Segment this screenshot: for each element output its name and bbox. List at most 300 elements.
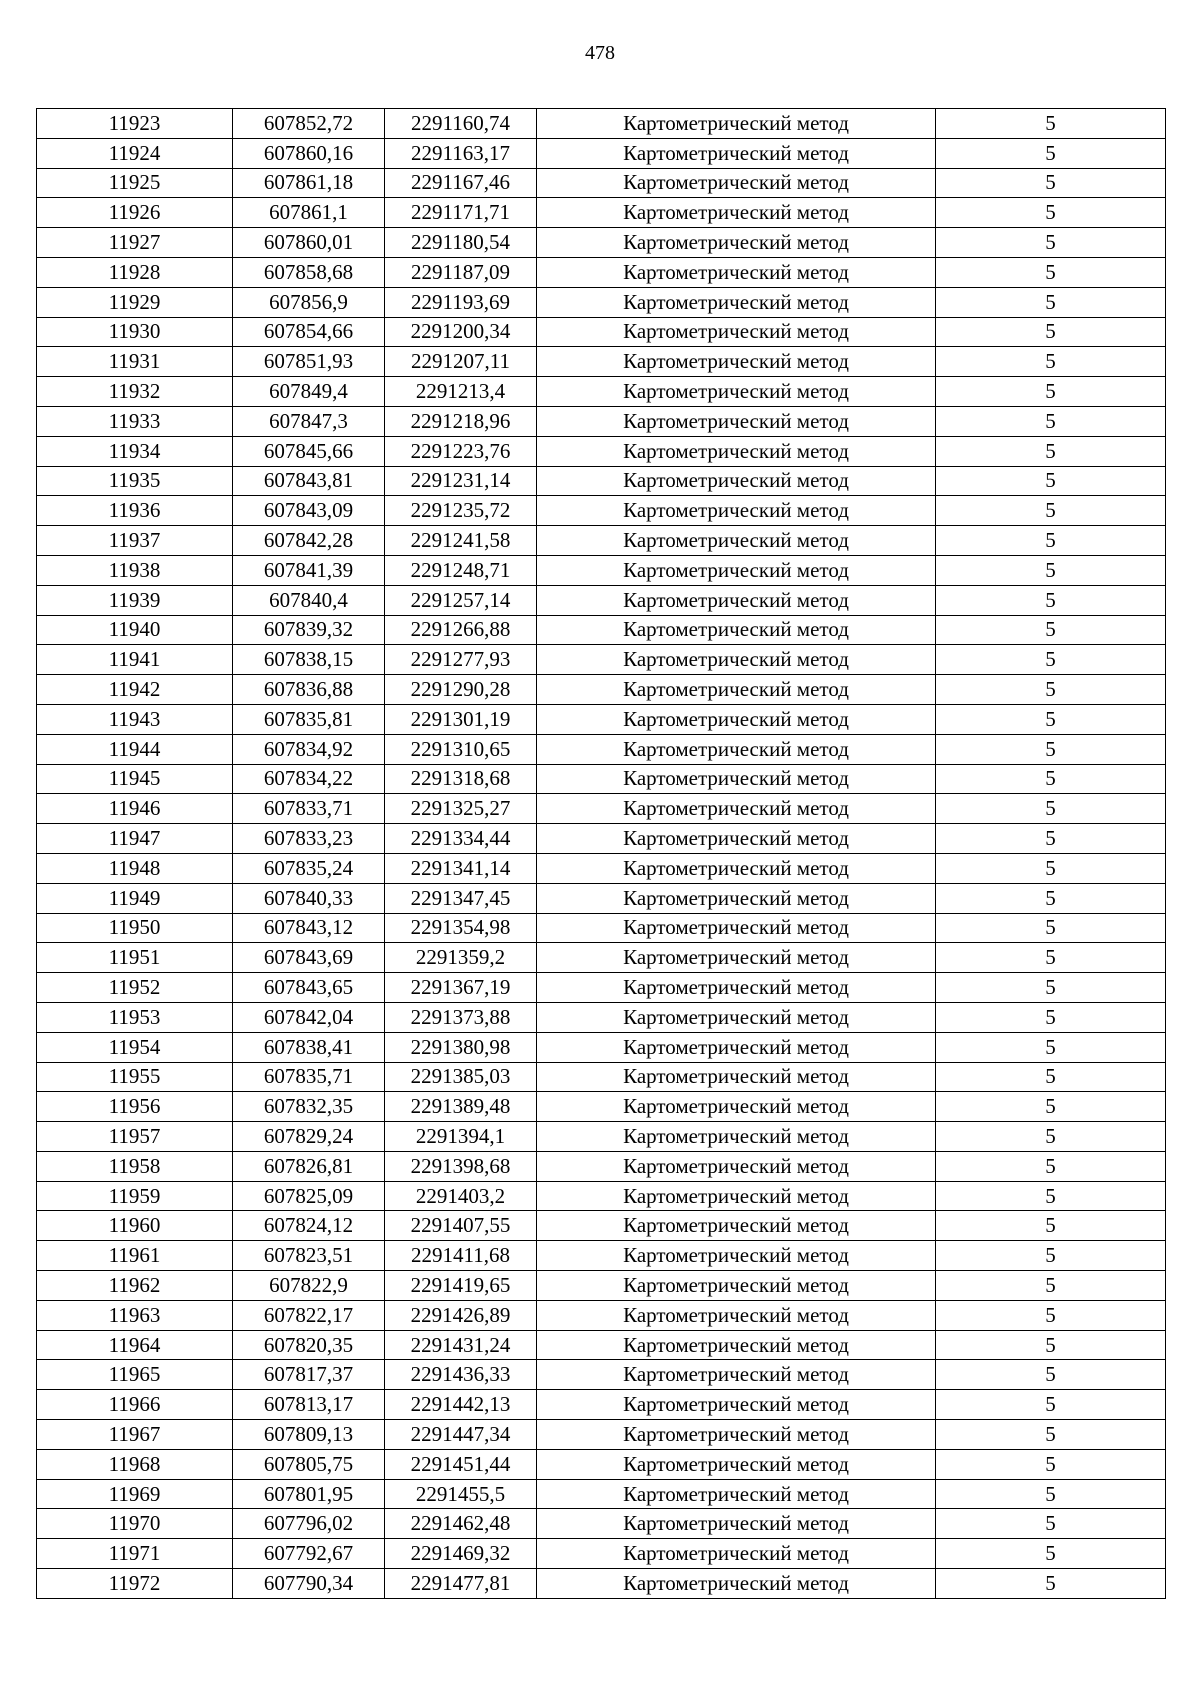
point-number-cell: 11935 <box>37 466 233 496</box>
table-row <box>37 1479 1166 1509</box>
x-coordinate-cell: 607834,92 <box>233 734 385 764</box>
y-coordinate-cell: 2291163,17 <box>385 138 537 168</box>
x-coordinate-cell: 607842,28 <box>233 526 385 556</box>
table-row <box>37 1032 1166 1062</box>
accuracy-cell: 5 <box>936 973 1166 1003</box>
y-coordinate-cell: 2291167,46 <box>385 168 537 198</box>
table-row <box>37 943 1166 973</box>
table-row <box>37 1181 1166 1211</box>
point-number-cell: 11965 <box>37 1360 233 1390</box>
method-cell: Картометрический метод <box>537 1300 936 1330</box>
point-number-cell: 11962 <box>37 1271 233 1301</box>
coordinates-table-body <box>37 109 1166 1599</box>
x-coordinate-cell: 607805,75 <box>233 1449 385 1479</box>
accuracy-cell: 5 <box>936 198 1166 228</box>
table-row <box>37 1420 1166 1450</box>
y-coordinate-cell: 2291266,88 <box>385 615 537 645</box>
x-coordinate-cell: 607801,95 <box>233 1479 385 1509</box>
accuracy-cell: 5 <box>936 1092 1166 1122</box>
table-row <box>37 436 1166 466</box>
method-cell: Картометрический метод <box>537 347 936 377</box>
point-number-cell: 11944 <box>37 734 233 764</box>
x-coordinate-cell: 607822,17 <box>233 1300 385 1330</box>
table-row <box>37 287 1166 317</box>
point-number-cell: 11972 <box>37 1569 233 1599</box>
x-coordinate-cell: 607845,66 <box>233 436 385 466</box>
accuracy-cell: 5 <box>936 109 1166 139</box>
accuracy-cell: 5 <box>936 317 1166 347</box>
point-number-cell: 11925 <box>37 168 233 198</box>
method-cell: Картометрический метод <box>537 615 936 645</box>
method-cell: Картометрический метод <box>537 228 936 258</box>
point-number-cell: 11970 <box>37 1509 233 1539</box>
table-row <box>37 1509 1166 1539</box>
method-cell: Картометрический метод <box>537 109 936 139</box>
method-cell: Картометрический метод <box>537 466 936 496</box>
x-coordinate-cell: 607847,3 <box>233 406 385 436</box>
y-coordinate-cell: 2291218,96 <box>385 406 537 436</box>
accuracy-cell: 5 <box>936 1420 1166 1450</box>
table-row <box>37 228 1166 258</box>
method-cell: Картометрический метод <box>537 824 936 854</box>
table-row <box>37 1122 1166 1152</box>
method-cell: Картометрический метод <box>537 1330 936 1360</box>
accuracy-cell: 5 <box>936 1390 1166 1420</box>
method-cell: Картометрический метод <box>537 794 936 824</box>
method-cell: Картометрический метод <box>537 1569 936 1599</box>
point-number-cell: 11930 <box>37 317 233 347</box>
method-cell: Картометрический метод <box>537 645 936 675</box>
y-coordinate-cell: 2291257,14 <box>385 585 537 615</box>
x-coordinate-cell: 607835,24 <box>233 853 385 883</box>
table-row <box>37 347 1166 377</box>
x-coordinate-cell: 607849,4 <box>233 377 385 407</box>
accuracy-cell: 5 <box>936 526 1166 556</box>
point-number-cell: 11926 <box>37 198 233 228</box>
method-cell: Картометрический метод <box>537 913 936 943</box>
table-row <box>37 1211 1166 1241</box>
method-cell: Картометрический метод <box>537 734 936 764</box>
point-number-cell: 11959 <box>37 1181 233 1211</box>
x-coordinate-cell: 607840,4 <box>233 585 385 615</box>
point-number-cell: 11949 <box>37 883 233 913</box>
point-number-cell: 11928 <box>37 257 233 287</box>
y-coordinate-cell: 2291451,44 <box>385 1449 537 1479</box>
y-coordinate-cell: 2291160,74 <box>385 109 537 139</box>
accuracy-cell: 5 <box>936 1330 1166 1360</box>
x-coordinate-cell: 607824,12 <box>233 1211 385 1241</box>
accuracy-cell: 5 <box>936 1002 1166 1032</box>
y-coordinate-cell: 2291431,24 <box>385 1330 537 1360</box>
point-number-cell: 11964 <box>37 1330 233 1360</box>
y-coordinate-cell: 2291193,69 <box>385 287 537 317</box>
accuracy-cell: 5 <box>936 1449 1166 1479</box>
point-number-cell: 11961 <box>37 1241 233 1271</box>
method-cell: Картометрический метод <box>537 287 936 317</box>
table-row <box>37 1449 1166 1479</box>
point-number-cell: 11955 <box>37 1062 233 1092</box>
y-coordinate-cell: 2291411,68 <box>385 1241 537 1271</box>
table-row <box>37 1151 1166 1181</box>
method-cell: Картометрический метод <box>537 1271 936 1301</box>
x-coordinate-cell: 607838,15 <box>233 645 385 675</box>
y-coordinate-cell: 2291447,34 <box>385 1420 537 1450</box>
table-row <box>37 973 1166 1003</box>
y-coordinate-cell: 2291407,55 <box>385 1211 537 1241</box>
accuracy-cell: 5 <box>936 585 1166 615</box>
table-row <box>37 645 1166 675</box>
table-row <box>37 1092 1166 1122</box>
accuracy-cell: 5 <box>936 496 1166 526</box>
table-row <box>37 198 1166 228</box>
x-coordinate-cell: 607860,16 <box>233 138 385 168</box>
y-coordinate-cell: 2291310,65 <box>385 734 537 764</box>
x-coordinate-cell: 607838,41 <box>233 1032 385 1062</box>
method-cell: Картометрический метод <box>537 1092 936 1122</box>
method-cell: Картометрический метод <box>537 853 936 883</box>
table-row <box>37 764 1166 794</box>
table-row <box>37 466 1166 496</box>
accuracy-cell: 5 <box>936 377 1166 407</box>
accuracy-cell: 5 <box>936 1151 1166 1181</box>
y-coordinate-cell: 2291341,14 <box>385 853 537 883</box>
x-coordinate-cell: 607820,35 <box>233 1330 385 1360</box>
accuracy-cell: 5 <box>936 1300 1166 1330</box>
x-coordinate-cell: 607843,69 <box>233 943 385 973</box>
table-row <box>37 168 1166 198</box>
method-cell: Картометрический метод <box>537 377 936 407</box>
method-cell: Картометрический метод <box>537 883 936 913</box>
point-number-cell: 11942 <box>37 675 233 705</box>
accuracy-cell: 5 <box>936 1122 1166 1152</box>
y-coordinate-cell: 2291354,98 <box>385 913 537 943</box>
x-coordinate-cell: 607843,12 <box>233 913 385 943</box>
point-number-cell: 11954 <box>37 1032 233 1062</box>
accuracy-cell: 5 <box>936 1479 1166 1509</box>
table-row <box>37 585 1166 615</box>
method-cell: Картометрический метод <box>537 406 936 436</box>
table-row <box>37 138 1166 168</box>
x-coordinate-cell: 607796,02 <box>233 1509 385 1539</box>
y-coordinate-cell: 2291171,71 <box>385 198 537 228</box>
y-coordinate-cell: 2291373,88 <box>385 1002 537 1032</box>
accuracy-cell: 5 <box>936 764 1166 794</box>
y-coordinate-cell: 2291277,93 <box>385 645 537 675</box>
y-coordinate-cell: 2291180,54 <box>385 228 537 258</box>
table-row <box>37 853 1166 883</box>
method-cell: Картометрический метод <box>537 1062 936 1092</box>
method-cell: Картометрический метод <box>537 138 936 168</box>
table-row <box>37 675 1166 705</box>
point-number-cell: 11957 <box>37 1122 233 1152</box>
point-number-cell: 11943 <box>37 704 233 734</box>
point-number-cell: 11931 <box>37 347 233 377</box>
y-coordinate-cell: 2291235,72 <box>385 496 537 526</box>
accuracy-cell: 5 <box>936 734 1166 764</box>
y-coordinate-cell: 2291394,1 <box>385 1122 537 1152</box>
point-number-cell: 11940 <box>37 615 233 645</box>
x-coordinate-cell: 607843,09 <box>233 496 385 526</box>
x-coordinate-cell: 607822,9 <box>233 1271 385 1301</box>
point-number-cell: 11950 <box>37 913 233 943</box>
method-cell: Картометрический метод <box>537 764 936 794</box>
table-row <box>37 704 1166 734</box>
table-row <box>37 913 1166 943</box>
table-row <box>37 257 1166 287</box>
x-coordinate-cell: 607854,66 <box>233 317 385 347</box>
x-coordinate-cell: 607835,71 <box>233 1062 385 1092</box>
x-coordinate-cell: 607852,72 <box>233 109 385 139</box>
table-row <box>37 526 1166 556</box>
y-coordinate-cell: 2291436,33 <box>385 1360 537 1390</box>
method-cell: Картометрический метод <box>537 1002 936 1032</box>
accuracy-cell: 5 <box>936 1539 1166 1569</box>
method-cell: Картометрический метод <box>537 526 936 556</box>
y-coordinate-cell: 2291389,48 <box>385 1092 537 1122</box>
y-coordinate-cell: 2291462,48 <box>385 1509 537 1539</box>
accuracy-cell: 5 <box>936 1181 1166 1211</box>
y-coordinate-cell: 2291290,28 <box>385 675 537 705</box>
point-number-cell: 11963 <box>37 1300 233 1330</box>
y-coordinate-cell: 2291231,14 <box>385 466 537 496</box>
method-cell: Картометрический метод <box>537 257 936 287</box>
accuracy-cell: 5 <box>936 1062 1166 1092</box>
y-coordinate-cell: 2291187,09 <box>385 257 537 287</box>
y-coordinate-cell: 2291403,2 <box>385 1181 537 1211</box>
method-cell: Картометрический метод <box>537 1449 936 1479</box>
accuracy-cell: 5 <box>936 824 1166 854</box>
table-row <box>37 794 1166 824</box>
x-coordinate-cell: 607823,51 <box>233 1241 385 1271</box>
y-coordinate-cell: 2291334,44 <box>385 824 537 854</box>
x-coordinate-cell: 607860,01 <box>233 228 385 258</box>
point-number-cell: 11939 <box>37 585 233 615</box>
x-coordinate-cell: 607826,81 <box>233 1151 385 1181</box>
method-cell: Картометрический метод <box>537 973 936 1003</box>
point-number-cell: 11948 <box>37 853 233 883</box>
table-row <box>37 496 1166 526</box>
point-number-cell: 11941 <box>37 645 233 675</box>
table-row <box>37 1390 1166 1420</box>
point-number-cell: 11937 <box>37 526 233 556</box>
y-coordinate-cell: 2291248,71 <box>385 555 537 585</box>
x-coordinate-cell: 607834,22 <box>233 764 385 794</box>
x-coordinate-cell: 607856,9 <box>233 287 385 317</box>
accuracy-cell: 5 <box>936 913 1166 943</box>
table-row <box>37 377 1166 407</box>
method-cell: Картометрический метод <box>537 1420 936 1450</box>
y-coordinate-cell: 2291213,4 <box>385 377 537 407</box>
method-cell: Картометрический метод <box>537 675 936 705</box>
accuracy-cell: 5 <box>936 883 1166 913</box>
x-coordinate-cell: 607833,71 <box>233 794 385 824</box>
x-coordinate-cell: 607836,88 <box>233 675 385 705</box>
y-coordinate-cell: 2291419,65 <box>385 1271 537 1301</box>
y-coordinate-cell: 2291380,98 <box>385 1032 537 1062</box>
table-row <box>37 1539 1166 1569</box>
accuracy-cell: 5 <box>936 645 1166 675</box>
point-number-cell: 11960 <box>37 1211 233 1241</box>
y-coordinate-cell: 2291325,27 <box>385 794 537 824</box>
accuracy-cell: 5 <box>936 943 1166 973</box>
point-number-cell: 11968 <box>37 1449 233 1479</box>
point-number-cell: 11923 <box>37 109 233 139</box>
table-row <box>37 1062 1166 1092</box>
method-cell: Картометрический метод <box>537 317 936 347</box>
table-row <box>37 1271 1166 1301</box>
y-coordinate-cell: 2291359,2 <box>385 943 537 973</box>
method-cell: Картометрический метод <box>537 1122 936 1152</box>
y-coordinate-cell: 2291318,68 <box>385 764 537 794</box>
table-row <box>37 1360 1166 1390</box>
y-coordinate-cell: 2291301,19 <box>385 704 537 734</box>
table-row <box>37 1241 1166 1271</box>
x-coordinate-cell: 607843,65 <box>233 973 385 1003</box>
accuracy-cell: 5 <box>936 466 1166 496</box>
table-row <box>37 1330 1166 1360</box>
point-number-cell: 11938 <box>37 555 233 585</box>
accuracy-cell: 5 <box>936 436 1166 466</box>
y-coordinate-cell: 2291207,11 <box>385 347 537 377</box>
method-cell: Картометрический метод <box>537 198 936 228</box>
accuracy-cell: 5 <box>936 675 1166 705</box>
point-number-cell: 11952 <box>37 973 233 1003</box>
table-row <box>37 824 1166 854</box>
x-coordinate-cell: 607861,1 <box>233 198 385 228</box>
y-coordinate-cell: 2291477,81 <box>385 1569 537 1599</box>
accuracy-cell: 5 <box>936 1241 1166 1271</box>
x-coordinate-cell: 607817,37 <box>233 1360 385 1390</box>
x-coordinate-cell: 607835,81 <box>233 704 385 734</box>
accuracy-cell: 5 <box>936 853 1166 883</box>
x-coordinate-cell: 607790,34 <box>233 1569 385 1599</box>
table-row <box>37 317 1166 347</box>
accuracy-cell: 5 <box>936 228 1166 258</box>
accuracy-cell: 5 <box>936 287 1166 317</box>
method-cell: Картометрический метод <box>537 704 936 734</box>
point-number-cell: 11953 <box>37 1002 233 1032</box>
point-number-cell: 11924 <box>37 138 233 168</box>
method-cell: Картометрический метод <box>537 1479 936 1509</box>
point-number-cell: 11971 <box>37 1539 233 1569</box>
method-cell: Картометрический метод <box>537 436 936 466</box>
accuracy-cell: 5 <box>936 704 1166 734</box>
coordinates-table <box>36 108 1166 1599</box>
table-row <box>37 734 1166 764</box>
point-number-cell: 11932 <box>37 377 233 407</box>
x-coordinate-cell: 607842,04 <box>233 1002 385 1032</box>
method-cell: Картометрический метод <box>537 1211 936 1241</box>
table-row <box>37 109 1166 139</box>
y-coordinate-cell: 2291385,03 <box>385 1062 537 1092</box>
accuracy-cell: 5 <box>936 138 1166 168</box>
method-cell: Картометрический метод <box>537 1032 936 1062</box>
x-coordinate-cell: 607813,17 <box>233 1390 385 1420</box>
x-coordinate-cell: 607841,39 <box>233 555 385 585</box>
point-number-cell: 11934 <box>37 436 233 466</box>
method-cell: Картометрический метод <box>537 1509 936 1539</box>
accuracy-cell: 5 <box>936 257 1166 287</box>
table-row <box>37 406 1166 436</box>
accuracy-cell: 5 <box>936 1509 1166 1539</box>
method-cell: Картометрический метод <box>537 1241 936 1271</box>
y-coordinate-cell: 2291367,19 <box>385 973 537 1003</box>
method-cell: Картометрический метод <box>537 585 936 615</box>
accuracy-cell: 5 <box>936 347 1166 377</box>
y-coordinate-cell: 2291469,32 <box>385 1539 537 1569</box>
point-number-cell: 11966 <box>37 1390 233 1420</box>
point-number-cell: 11945 <box>37 764 233 794</box>
x-coordinate-cell: 607839,32 <box>233 615 385 645</box>
x-coordinate-cell: 607825,09 <box>233 1181 385 1211</box>
point-number-cell: 11933 <box>37 406 233 436</box>
accuracy-cell: 5 <box>936 1569 1166 1599</box>
x-coordinate-cell: 607851,93 <box>233 347 385 377</box>
page-number: 478 <box>585 42 615 64</box>
y-coordinate-cell: 2291347,45 <box>385 883 537 913</box>
x-coordinate-cell: 607840,33 <box>233 883 385 913</box>
table-row <box>37 555 1166 585</box>
x-coordinate-cell: 607861,18 <box>233 168 385 198</box>
accuracy-cell: 5 <box>936 168 1166 198</box>
accuracy-cell: 5 <box>936 406 1166 436</box>
x-coordinate-cell: 607829,24 <box>233 1122 385 1152</box>
method-cell: Картометрический метод <box>537 1151 936 1181</box>
point-number-cell: 11947 <box>37 824 233 854</box>
point-number-cell: 11956 <box>37 1092 233 1122</box>
point-number-cell: 11936 <box>37 496 233 526</box>
method-cell: Картометрический метод <box>537 555 936 585</box>
table-row <box>37 615 1166 645</box>
accuracy-cell: 5 <box>936 1271 1166 1301</box>
x-coordinate-cell: 607832,35 <box>233 1092 385 1122</box>
y-coordinate-cell: 2291426,89 <box>385 1300 537 1330</box>
y-coordinate-cell: 2291241,58 <box>385 526 537 556</box>
point-number-cell: 11969 <box>37 1479 233 1509</box>
method-cell: Картометрический метод <box>537 1360 936 1390</box>
y-coordinate-cell: 2291455,5 <box>385 1479 537 1509</box>
accuracy-cell: 5 <box>936 615 1166 645</box>
accuracy-cell: 5 <box>936 555 1166 585</box>
table-row <box>37 883 1166 913</box>
accuracy-cell: 5 <box>936 1211 1166 1241</box>
x-coordinate-cell: 607858,68 <box>233 257 385 287</box>
method-cell: Картометрический метод <box>537 168 936 198</box>
y-coordinate-cell: 2291442,13 <box>385 1390 537 1420</box>
method-cell: Картометрический метод <box>537 1539 936 1569</box>
point-number-cell: 11929 <box>37 287 233 317</box>
table-row <box>37 1002 1166 1032</box>
accuracy-cell: 5 <box>936 794 1166 824</box>
method-cell: Картометрический метод <box>537 943 936 973</box>
accuracy-cell: 5 <box>936 1360 1166 1390</box>
y-coordinate-cell: 2291223,76 <box>385 436 537 466</box>
method-cell: Картометрический метод <box>537 496 936 526</box>
y-coordinate-cell: 2291398,68 <box>385 1151 537 1181</box>
point-number-cell: 11946 <box>37 794 233 824</box>
table-row <box>37 1300 1166 1330</box>
x-coordinate-cell: 607809,13 <box>233 1420 385 1450</box>
x-coordinate-cell: 607843,81 <box>233 466 385 496</box>
x-coordinate-cell: 607833,23 <box>233 824 385 854</box>
accuracy-cell: 5 <box>936 1032 1166 1062</box>
y-coordinate-cell: 2291200,34 <box>385 317 537 347</box>
point-number-cell: 11951 <box>37 943 233 973</box>
point-number-cell: 11958 <box>37 1151 233 1181</box>
x-coordinate-cell: 607792,67 <box>233 1539 385 1569</box>
method-cell: Картометрический метод <box>537 1390 936 1420</box>
method-cell: Картометрический метод <box>537 1181 936 1211</box>
